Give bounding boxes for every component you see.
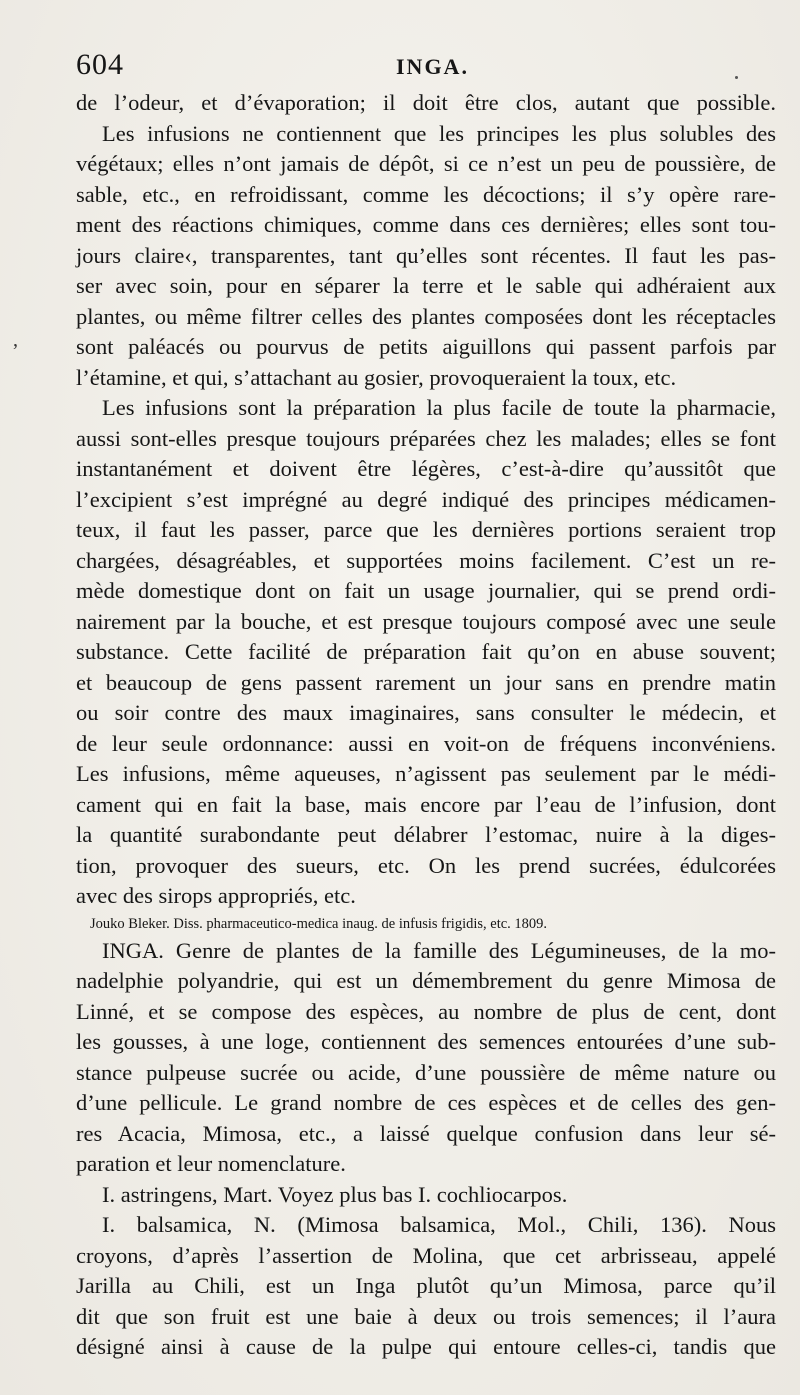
text-line: substance. Cette facilité de préparation fait qu’on en abuse souvent; bbox=[76, 639, 776, 664]
text-line: nairement par la bouche, et est presque toujours composé avec une seule bbox=[76, 608, 776, 634]
margin-mark: ’ bbox=[12, 340, 19, 362]
inga-entry-line: paration et leur nomenclature. bbox=[76, 1151, 346, 1176]
species-entry-line: I. balsamica, N. (Mimosa balsamica, Mol., Chili, 136). Nous bbox=[102, 1212, 776, 1237]
inga-entry-line: Linné, et se compose des espèces, au nombre de plus de cent, dont bbox=[76, 998, 776, 1024]
text-line: tion, provoquer des sueurs, etc. On les prend sucrées, édulcorées bbox=[76, 852, 776, 878]
text-line: de l’odeur, et d’évaporation; il doit être clos, autant que possible. bbox=[76, 90, 776, 115]
inga-entry-line: INGA. Genre de plantes de la famille des Légumineuses, de la mo- bbox=[102, 937, 776, 963]
text-line: mède domestique dont on fait un usage journalier, qui se prend ordi- bbox=[76, 578, 776, 603]
text-line: aussi sont-elles presque toujours préparées chez les malades; elles se font bbox=[76, 425, 776, 451]
text-line: Les infusions, même aqueuses, n’agissent pas seulement par le médi- bbox=[76, 761, 776, 786]
text-line: ou soir contre des maux imaginaires, sans consulter le médecin, et bbox=[76, 700, 776, 725]
page-header bbox=[76, 48, 760, 88]
species-entry-line: désigné ainsi à cause de la pulpe qui entoure celles-ci, tandis que bbox=[76, 1334, 776, 1359]
page-number: 604 bbox=[76, 48, 124, 81]
text-line: plantes, ou même filtrer celles des plantes composées dont les réceptacles bbox=[76, 303, 776, 329]
text-line: l’excipient s’est imprégné au degré indiqué des principes médicamen- bbox=[76, 486, 776, 512]
text-line: Les infusions sont la préparation la plus facile de toute la pharmacie, bbox=[102, 395, 776, 420]
species-entry-line: Jarilla au Chili, est un Inga plutôt qu’un Mimosa, parce qu’il bbox=[76, 1273, 776, 1298]
text-line: avec des sirops appropriés, etc. bbox=[76, 883, 356, 908]
text-line: Les infusions ne contiennent que les principes les plus solubles des bbox=[102, 120, 776, 146]
species-entry-line: croyons, d’après l’assertion de Molina, que cet arbrisseau, appelé bbox=[76, 1242, 776, 1268]
text-line: sable, etc., en refroidissant, comme les décoctions; il s’y opère rare- bbox=[76, 181, 776, 207]
text-line: chargées, désagréables, et supportées moins facilement. C’est un re- bbox=[76, 547, 776, 573]
inga-entry-line: les gousses, à une loge, contiennent des semences entourées d’une sub- bbox=[76, 1029, 776, 1054]
text-line: végétaux; elles n’ont jamais de dépôt, si ce n’est un peu de poussière, de bbox=[76, 151, 776, 176]
bibliographic-reference: Jouko Bleker. Diss. pharmaceutico-medica inaug. de infusis frigidis, etc. 1809. bbox=[90, 915, 548, 932]
text-line: sont paléacés ou pourvus de petits aiguillons qui passent parfois par bbox=[76, 334, 776, 359]
body-text bbox=[76, 88, 776, 1363]
running-head: INGA. bbox=[396, 54, 469, 79]
text-line: et beaucoup de gens passent rarement un jour sans en prendre matin bbox=[76, 669, 776, 695]
inga-entry-line: res Acacia, Mimosa, etc., a laissé quelque confusion dans leur sé- bbox=[76, 1120, 776, 1146]
text-line: la quantité surabondante peut délabrer l’estomac, nuire à la diges- bbox=[76, 822, 776, 847]
text-line: ment des réactions chimiques, comme dans ces dernières; elles sont tou- bbox=[76, 212, 776, 237]
text-line: de leur seule ordonnance: aussi en voit-on de fréquens inconvéniens. bbox=[76, 730, 776, 756]
text-line: jours claire‹, transparentes, tant qu’elles sont récentes. Il faut les pas- bbox=[76, 242, 776, 268]
species-entry-line: dit que son fruit est une baie à deux ou trois semences; il l’aura bbox=[76, 1303, 776, 1329]
text-line: l’étamine, et qui, s’attachant au gosier, provoqueraient la toux, etc. bbox=[76, 364, 677, 390]
text-line: ser avec soin, pour en séparer la terre et le sable qui adhéraient aux bbox=[76, 273, 776, 298]
inga-entry-line: d’une pellicule. Le grand nombre de ces espèces et de celles des gen- bbox=[76, 1090, 776, 1115]
text-line: teux, il faut les passer, parce que les dernières portions seraient trop bbox=[76, 517, 776, 542]
text-line: cament qui en fait la base, mais encore par l’eau de l’infusion, dont bbox=[76, 791, 776, 817]
inga-entry-line: stance pulpeuse sucrée ou acide, d’une poussière de même nature ou bbox=[76, 1059, 776, 1085]
species-entry-line: I. astringens, Mart. Voyez plus bas I. cochliocarpos. bbox=[102, 1181, 568, 1207]
inga-entry-line: nadelphie polyandrie, qui est un démembrement du genre Mimosa de bbox=[76, 968, 776, 993]
text-line: instantanément et doivent être légères, c’est-à-dire qu’aussitôt que bbox=[76, 456, 776, 481]
